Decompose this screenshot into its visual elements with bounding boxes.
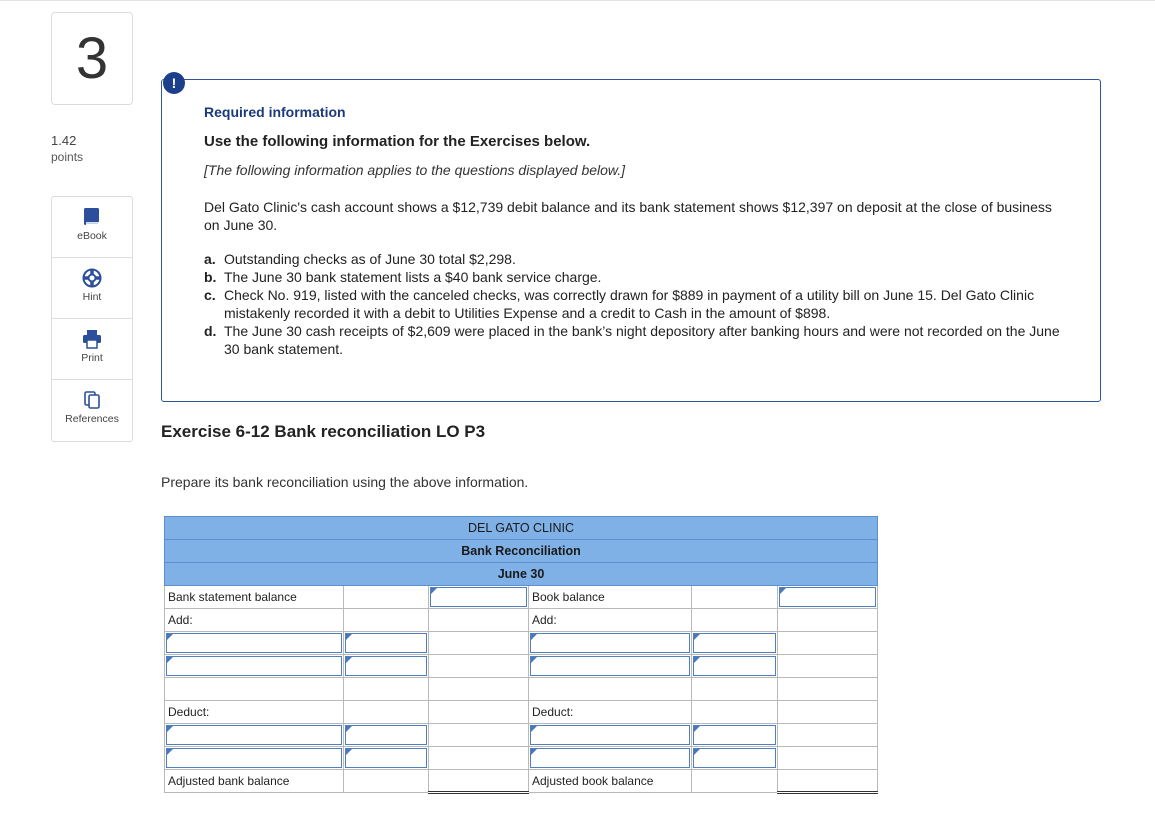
print-label: Print [81, 352, 103, 364]
table-row [165, 701, 878, 724]
table-cell [344, 770, 429, 793]
book-add-2-description[interactable] [529, 655, 692, 678]
table-row [165, 609, 878, 632]
table-row [165, 586, 878, 609]
table-row [165, 632, 878, 655]
book-deduct-2-amount[interactable] [692, 747, 778, 770]
bank-deduct-2-amount[interactable] [344, 747, 429, 770]
exercise-prompt: Prepare its bank reconciliation using the above information. [161, 474, 529, 490]
use-following-heading: Use the following information for the Exercises below. [204, 133, 591, 150]
adjusted-bank-balance-total [429, 770, 529, 793]
applies-note: [The following information applies to the questions displayed below.] [204, 162, 626, 178]
bank-deduct-label: Deduct: [165, 701, 344, 724]
alert-icon: ! [163, 72, 185, 94]
adjusted-book-balance-total [778, 770, 878, 793]
list-item [204, 286, 1074, 322]
list-item [204, 268, 1074, 286]
references-button[interactable] [52, 380, 132, 441]
table-cell [344, 678, 429, 701]
table-row [165, 678, 878, 701]
bank-add-label: Add: [165, 609, 344, 632]
table-cell [529, 678, 692, 701]
bank-add-2-description[interactable] [165, 655, 344, 678]
tools-panel [51, 196, 133, 442]
book-deduct-1-amount[interactable] [692, 724, 778, 747]
book-add-1-description[interactable] [529, 632, 692, 655]
table-cell [429, 747, 529, 770]
table-cell [778, 701, 878, 724]
ebook-label: eBook [77, 230, 107, 242]
bank-statement-balance-label: Bank statement balance [165, 586, 344, 609]
adjusted-book-balance-label: Adjusted book balance [529, 770, 692, 793]
table-cell [778, 747, 878, 770]
info-items-list [204, 250, 1074, 358]
item-text: The June 30 cash receipts of $2,609 were placed in the bank’s night depository after banking hours and were not recorded on the June 30 bank statement. [224, 323, 1060, 357]
book-icon [83, 207, 101, 227]
table-row [165, 770, 878, 793]
table-cell [344, 586, 429, 609]
table-cell [778, 678, 878, 701]
book-add-label: Add: [529, 609, 692, 632]
list-item [204, 322, 1074, 358]
table-cell [692, 770, 778, 793]
table-cell [692, 586, 778, 609]
table-row [165, 655, 878, 678]
table-cell [778, 655, 878, 678]
intro-paragraph: Del Gato Clinic's cash account shows a $12,739 debit balance and its bank statement shows $12,397 on deposit at the close of business on June 30. [204, 199, 1052, 233]
statement-name-header: Bank Reconciliation [165, 540, 878, 563]
table-cell [429, 724, 529, 747]
references-label: References [65, 413, 119, 425]
table-cell [692, 701, 778, 724]
book-balance-label: Book balance [529, 586, 692, 609]
exercise-title: Exercise 6-12 Bank reconciliation LO P3 [161, 422, 486, 441]
points-value: 1.42 [51, 133, 77, 148]
table-cell [429, 701, 529, 724]
bank-deduct-1-description[interactable] [165, 724, 344, 747]
book-add-2-amount[interactable] [692, 655, 778, 678]
hint-button[interactable] [52, 258, 132, 319]
required-info-heading: Required information [204, 104, 346, 120]
book-deduct-2-description[interactable] [529, 747, 692, 770]
book-deduct-1-description[interactable] [529, 724, 692, 747]
bank-add-1-description[interactable] [165, 632, 344, 655]
table-row [165, 747, 878, 770]
question-number: 3 [51, 12, 133, 105]
table-cell [692, 609, 778, 632]
table-row [165, 724, 878, 747]
table-cell [429, 655, 529, 678]
points-label: points [51, 150, 84, 164]
adjusted-bank-balance-label: Adjusted bank balance [165, 770, 344, 793]
item-letter: b. [204, 269, 217, 285]
bank-add-2-amount[interactable] [344, 655, 429, 678]
table-cell [344, 701, 429, 724]
bank-deduct-1-amount[interactable] [344, 724, 429, 747]
hint-label: Hint [82, 291, 102, 303]
print-button[interactable] [52, 319, 132, 380]
table-cell [344, 609, 429, 632]
item-text: Outstanding checks as of June 30 total $2,298. [224, 251, 516, 267]
bank-add-1-amount[interactable] [344, 632, 429, 655]
list-item [204, 250, 1074, 268]
table-cell [429, 678, 529, 701]
book-balance-input[interactable] [778, 586, 878, 609]
points-display [51, 133, 83, 165]
ebook-button[interactable] [52, 197, 132, 258]
top-divider [0, 0, 1155, 1]
book-deduct-label: Deduct: [529, 701, 692, 724]
company-name-header: DEL GATO CLINIC [165, 517, 878, 540]
item-letter: d. [204, 323, 217, 339]
printer-icon [82, 329, 102, 349]
item-letter: a. [204, 251, 216, 267]
table-cell [429, 632, 529, 655]
item-letter: c. [204, 287, 216, 303]
table-cell [778, 724, 878, 747]
bank-deduct-2-description[interactable] [165, 747, 344, 770]
date-header: June 30 [165, 563, 878, 586]
bank-reconciliation-table [164, 516, 878, 794]
bank-statement-balance-input[interactable] [429, 586, 529, 609]
lifebuoy-icon [82, 268, 102, 288]
table-cell [692, 678, 778, 701]
item-text: Check No. 919, listed with the canceled checks, was correctly drawn for $889 in payment of a utility bill on June 15. Del Gato Clinic mistakenly recorded it with a debit to Utilities Expense and a credit to Cash in the amount of $898. [224, 287, 1035, 321]
table-cell [429, 609, 529, 632]
references-icon [82, 390, 102, 410]
item-text: The June 30 bank statement lists a $40 bank service charge. [224, 269, 602, 285]
table-cell [778, 609, 878, 632]
book-add-1-amount[interactable] [692, 632, 778, 655]
table-cell [165, 678, 344, 701]
table-cell [778, 632, 878, 655]
